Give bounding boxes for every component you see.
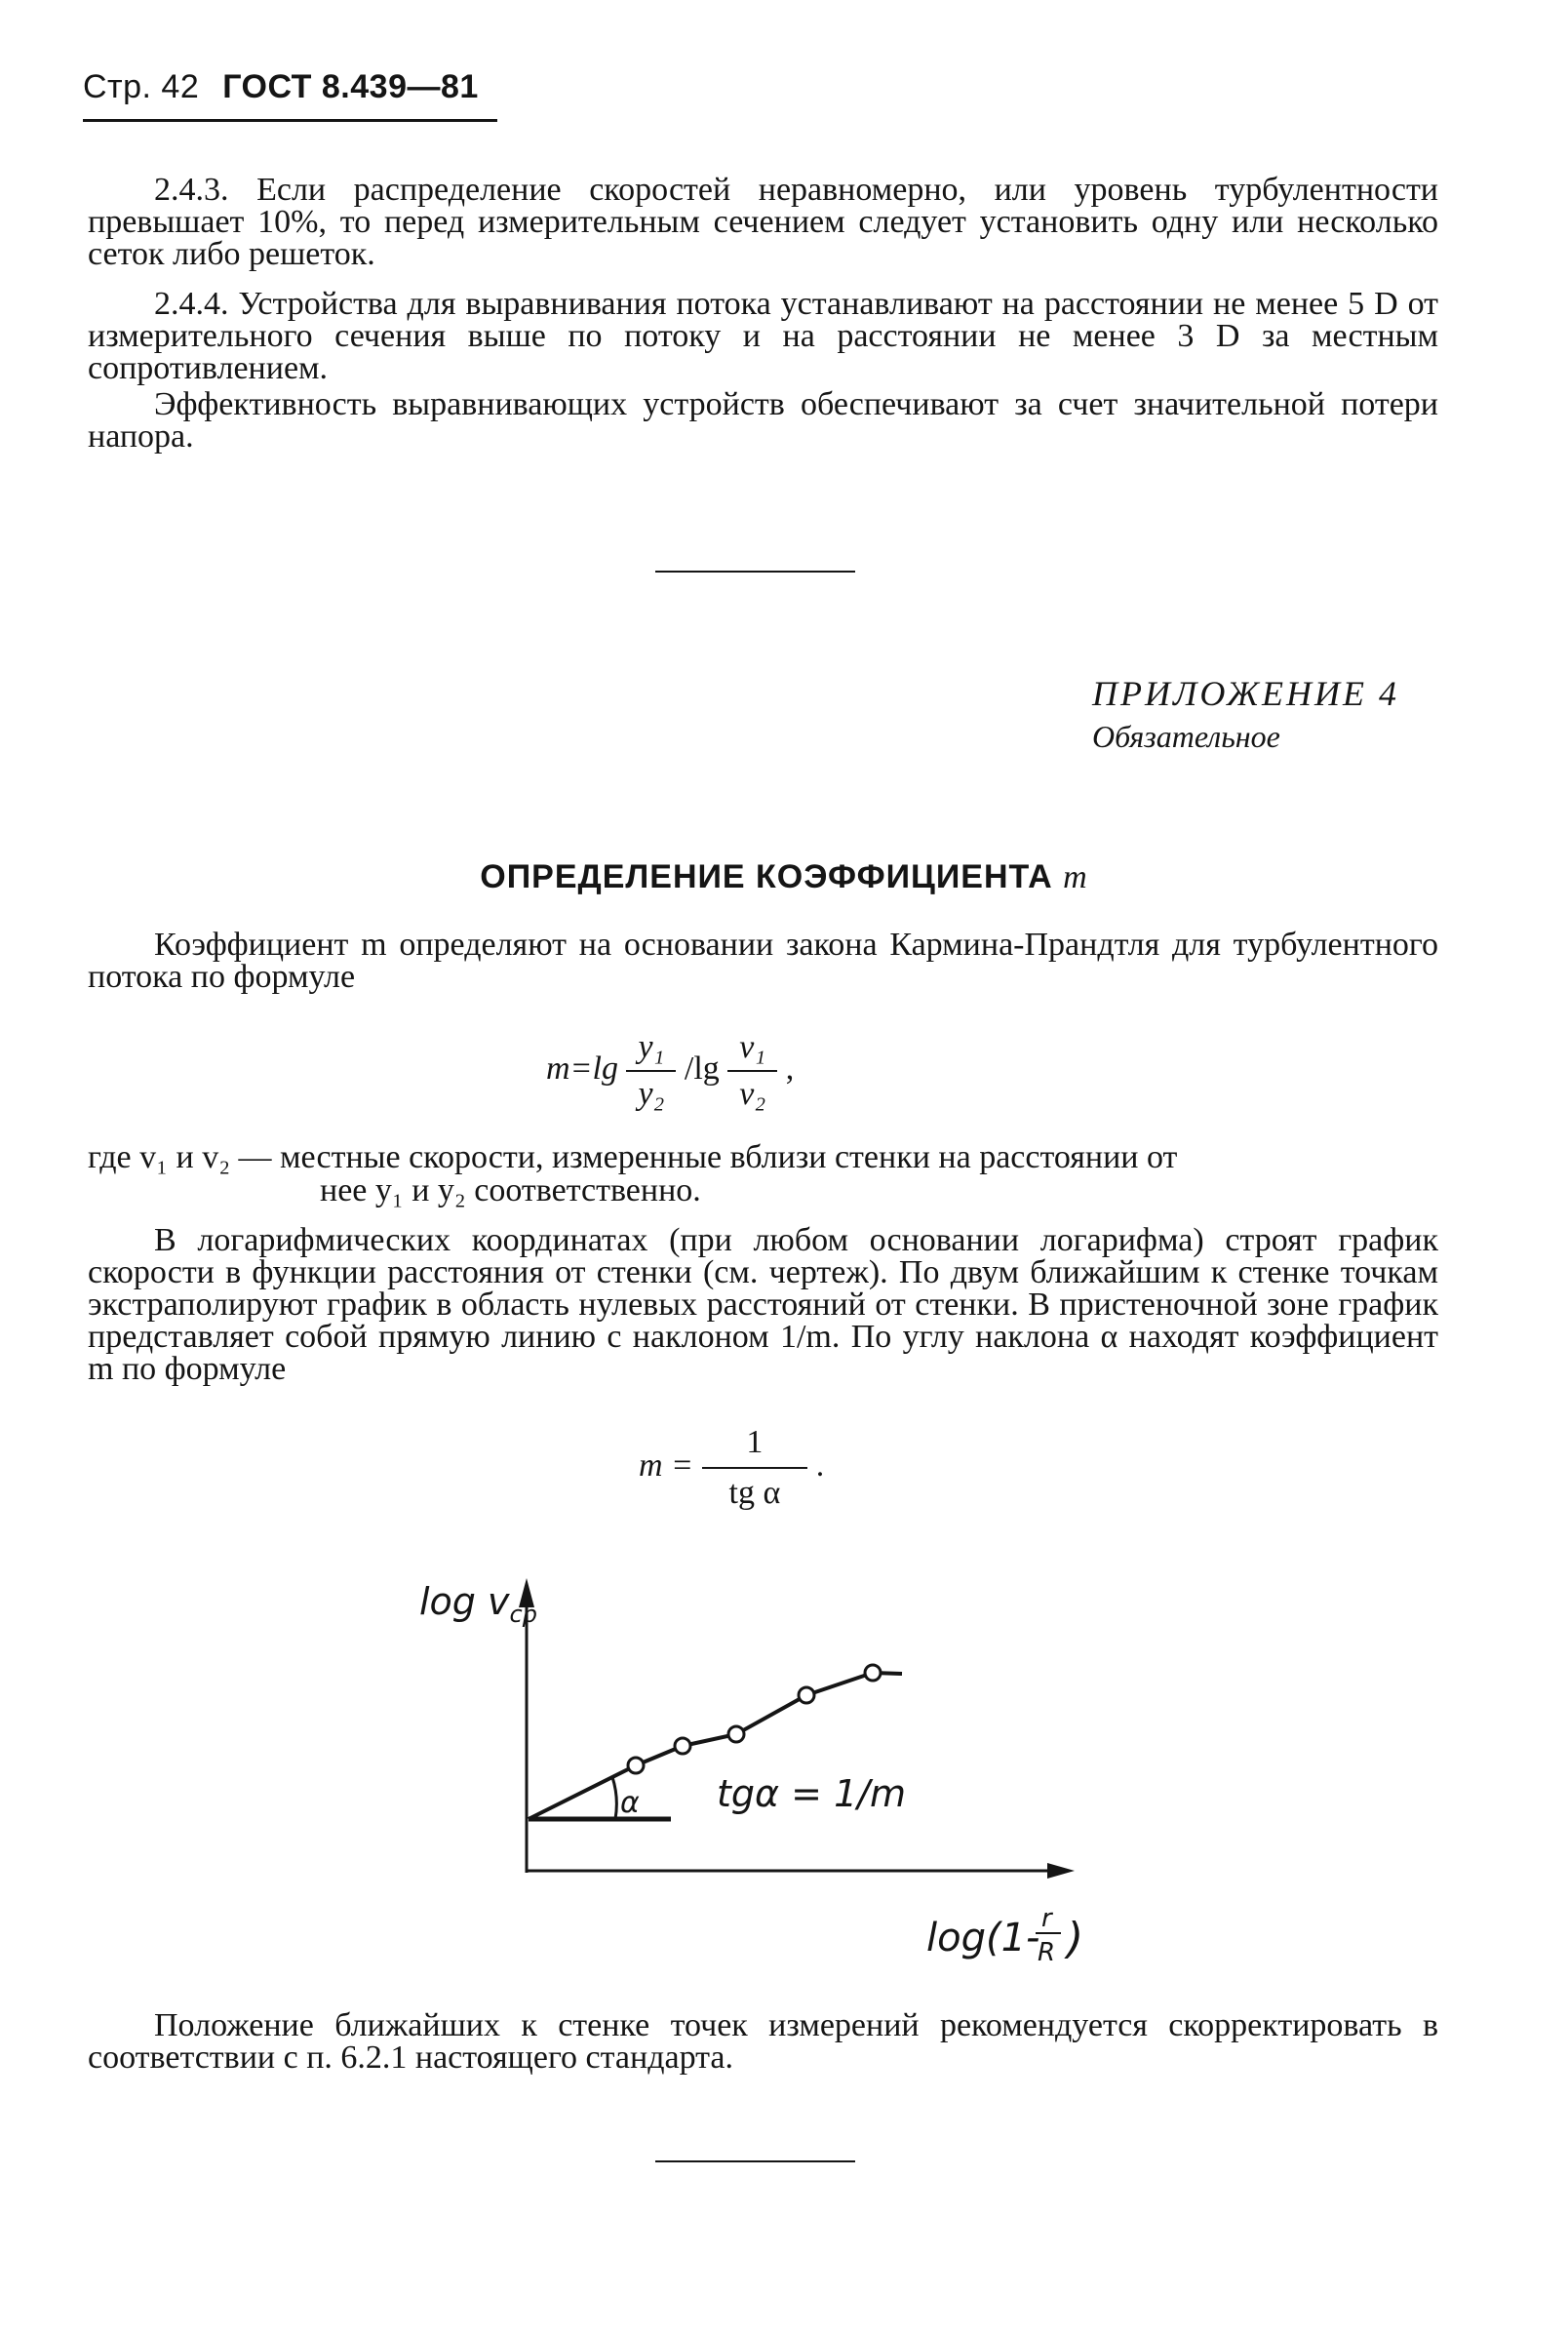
angle-arc (612, 1777, 616, 1819)
appendix-title: ПРИЛОЖЕНИЕ 4 (1092, 674, 1399, 713)
formula2-tail: . (815, 1446, 825, 1484)
intro-paragraph: Коэффициент m определяют на основании закона Кармина-Прандтля для турбулентного потока по формуле (88, 927, 1438, 995)
paragraph-2-4-4: 2.4.4. Устройства для выравнивания потока устанавливают на расстоянии не менее 5 D от измерительного сечения выше по потоку и на расстоянии не менее 3 D за местным сопротивлением. (88, 286, 1438, 386)
x-axis-label: log(1- (926, 1916, 1040, 1960)
paragraph-effectiveness: Эффективность выравнивающих устройств обеспечивают за счет значительной потери напора. (88, 386, 1438, 455)
section-title-text: ОПРЕДЕЛЕНИЕ КОЭФФИЦИЕНТА (480, 858, 1053, 895)
section-title-symbol: m (1063, 859, 1088, 895)
slope-label: tgα = 1/m (717, 1772, 907, 1815)
formula2-num: 1 (702, 1424, 808, 1469)
x-axis-label-end: ) (1067, 1914, 1084, 1963)
page-number: Стр. 42 (83, 68, 200, 105)
formula1-tail: , (785, 1049, 795, 1087)
x-axis-label-den: R (1038, 1938, 1056, 1967)
where-line-2: нее y₁ и y₂ соответственно. (320, 1172, 701, 1208)
y-axis-label (419, 1580, 537, 1628)
formula1-num-y1: y₁ (626, 1029, 676, 1072)
angle-label: α (620, 1786, 640, 1820)
end-separator (655, 2160, 855, 2162)
formula2-den: tg α (728, 1475, 781, 1511)
formula1-num-v1: v₁ (727, 1029, 777, 1072)
data-point (675, 1738, 690, 1754)
closing-paragraph: Положение ближайших к стенке точек измерений рекомендуется скорректировать в соответствии с п. 6.2.1 настоящего стандарта. (88, 2007, 1438, 2076)
x-axis-label-num: r (1041, 1904, 1052, 1933)
data-point (728, 1726, 744, 1742)
paragraph-2-4-3: 2.4.3. Если распределение скоростей неравномерно, или уровень турбулентности превышает 10%, то перед измерительным сечением следует установить одну или несколько сеток либо решеток. (88, 172, 1438, 272)
data-point (628, 1758, 644, 1773)
data-point (865, 1665, 881, 1681)
formula1-den-v2: v₂ (739, 1076, 766, 1112)
standard-number: ГОСТ 8.439—81 (222, 68, 479, 105)
y-axis-label-sub: cp (509, 1601, 537, 1628)
formula2-lhs: m = (639, 1446, 693, 1484)
formula1-lhs: m=lg (546, 1049, 618, 1087)
where-line-1: где v₁ и v₂ — местные скорости, измеренные вблизи стенки на расстоянии от (88, 1139, 1178, 1175)
data-point (799, 1687, 814, 1703)
formula1-mid: /lg (684, 1049, 720, 1087)
method-paragraph: В логарифмических координатах (при любом основании логарифма) строят график скорости в функции расстояния от стенки (см. чертеж). По двум ближайшим к стенке точкам экстраполируют график в область нулевых расстояний от стенки. В пристеночной зоне график представляет собой прямую линию с наклоном 1/m. По углу наклона α находят коэффициент m по формуле (88, 1222, 1438, 1387)
appendix-subtitle: Обязательное (1092, 719, 1280, 754)
y-axis-label-main: log v (419, 1580, 510, 1623)
formula1-den-y2: y₂ (638, 1076, 665, 1112)
x-axis-arrow (1047, 1863, 1075, 1879)
